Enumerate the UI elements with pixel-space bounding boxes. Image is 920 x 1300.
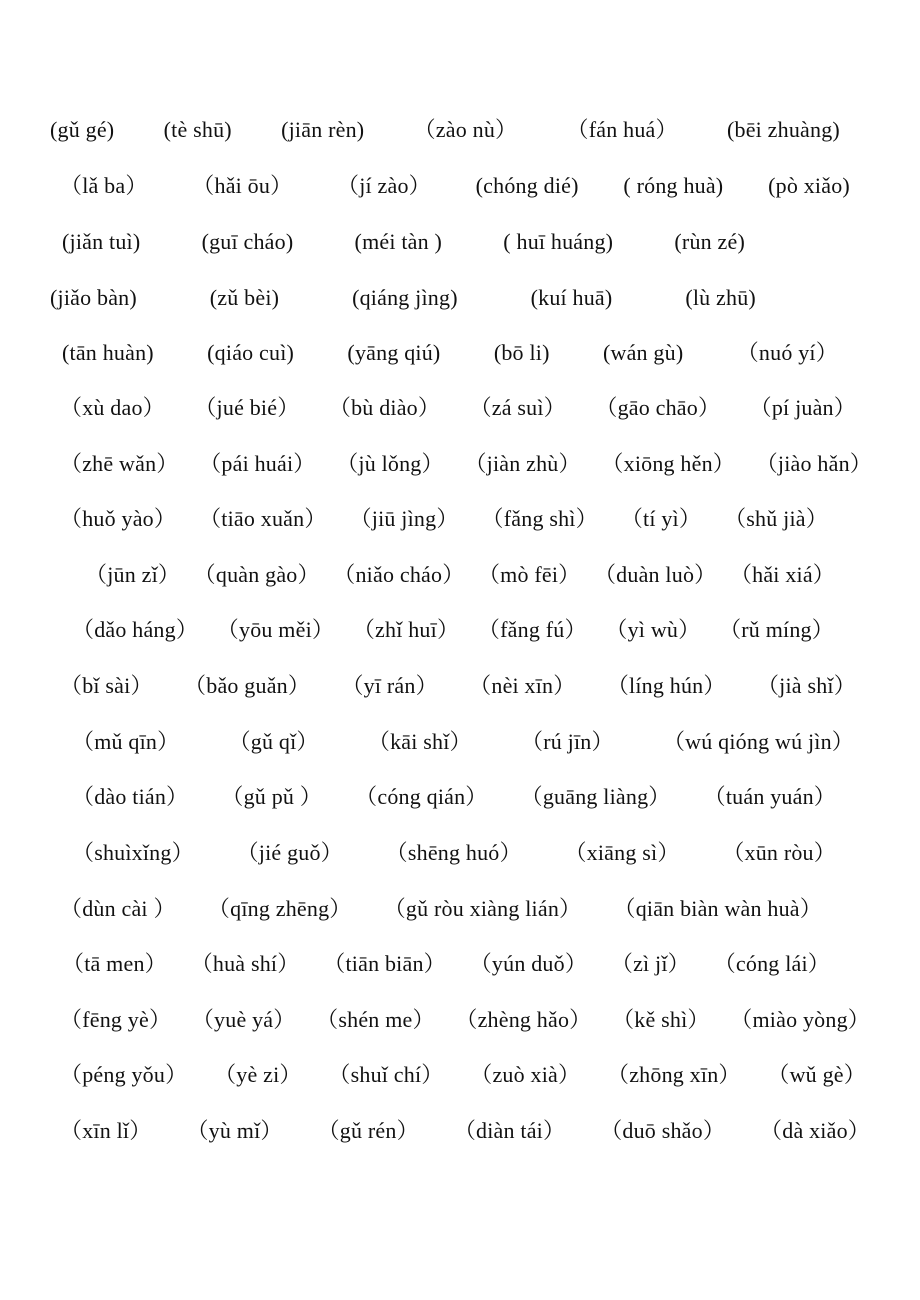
pinyin-word: （niǎo cháo） <box>333 562 465 587</box>
pinyin-word: （bǐ sài） <box>60 673 153 698</box>
pinyin-line-12 <box>72 727 854 757</box>
pinyin-word: （dào tián） <box>72 784 189 809</box>
pinyin-word: （bù diào） <box>328 395 441 420</box>
pinyin-word: （hǎi xiá） <box>729 562 835 587</box>
pinyin-line-18 <box>60 1060 866 1090</box>
pinyin-word: （jué bié） <box>194 395 300 420</box>
pinyin-line-3 <box>62 227 745 257</box>
pinyin-word: （jiū jìng） <box>349 506 459 531</box>
pinyin-word: （cóng qián） <box>355 784 488 809</box>
pinyin-word: (méi tàn ) <box>354 229 443 254</box>
pinyin-word: （rǔ míng） <box>719 617 834 642</box>
pinyin-word: （jié guǒ） <box>236 840 343 865</box>
pinyin-word: (zǔ bèi) <box>209 285 280 310</box>
pinyin-word: （zhèng hǎo） <box>455 1007 592 1032</box>
pinyin-word: (yāng qiú) <box>347 340 441 365</box>
pinyin-word: （yì wù） <box>605 617 701 642</box>
pinyin-word: (wán gù) <box>602 340 684 365</box>
pinyin-word: (bō li) <box>493 340 550 365</box>
pinyin-word: （qiān biàn wàn huà） <box>613 896 822 921</box>
pinyin-line-8 <box>60 504 828 534</box>
pinyin-word: （yù mǐ） <box>186 1118 283 1143</box>
pinyin-word: （gǔ qǐ） <box>228 729 319 754</box>
pinyin-word: （xīn lǐ） <box>60 1118 152 1143</box>
pinyin-word: （gǔ ròu xiàng lián） <box>383 896 582 921</box>
pinyin-line-6 <box>60 393 856 423</box>
pinyin-word: （tā men） <box>62 951 167 976</box>
pinyin-word: (tè shū) <box>163 117 232 142</box>
pinyin-word: （jí zào） <box>337 173 431 198</box>
pinyin-word: （duàn luò） <box>593 562 717 587</box>
pinyin-line-15 <box>60 894 822 924</box>
pinyin-word: （zhōng xīn） <box>607 1062 741 1087</box>
pinyin-word: （huà shí） <box>190 951 300 976</box>
pinyin-word: (kuí huā) <box>530 285 613 310</box>
pinyin-word: （xù dao） <box>60 395 165 420</box>
pinyin-word: （hǎi ōu） <box>192 173 293 198</box>
pinyin-word: ( róng huà) <box>623 173 724 198</box>
pinyin-line-13 <box>72 782 836 812</box>
pinyin-word: （fán huá） <box>566 117 678 142</box>
pinyin-word: （zuò xià） <box>470 1062 581 1087</box>
pinyin-word: (tān huàn) <box>62 340 154 365</box>
pinyin-line-1 <box>50 115 840 145</box>
pinyin-word: （yī rán） <box>341 673 438 698</box>
pinyin-word: (bēi zhuàng) <box>726 117 840 142</box>
pinyin-word: (chóng dié) <box>475 173 579 198</box>
pinyin-word: （yuè yá） <box>191 1007 296 1032</box>
pinyin-word: （zhǐ huī） <box>352 617 460 642</box>
pinyin-word: （fǎng fú） <box>477 617 587 642</box>
pinyin-line-5 <box>62 338 838 368</box>
pinyin-word: （jūn zǐ） <box>85 562 181 587</box>
pinyin-word: （gǔ pǔ ） <box>221 784 323 809</box>
pinyin-line-11 <box>60 671 856 701</box>
pinyin-word: (rùn zé) <box>674 229 745 254</box>
pinyin-line-17 <box>60 1005 870 1035</box>
pinyin-word: （fǎng shì） <box>481 506 598 531</box>
pinyin-line-10 <box>72 615 834 645</box>
pinyin-word: （shēng huó） <box>385 840 522 865</box>
pinyin-word: （fēng yè） <box>60 1007 172 1032</box>
pinyin-word: （jiào hǎn） <box>755 451 872 476</box>
pinyin-word: （quàn gào） <box>193 562 320 587</box>
pinyin-word: （rú jīn） <box>521 729 614 754</box>
pinyin-word: （mò fēi） <box>477 562 581 587</box>
pinyin-word: （guāng liàng） <box>520 784 671 809</box>
pinyin-word: （zào nù） <box>413 117 518 142</box>
pinyin-word: （zhē wǎn） <box>60 451 179 476</box>
pinyin-word: (lù zhū) <box>685 285 756 310</box>
pinyin-word: （bǎo guǎn） <box>184 673 311 698</box>
pinyin-word: （yún duǒ） <box>469 951 588 976</box>
pinyin-word: （zá suì） <box>469 395 566 420</box>
pinyin-word: （pái huái） <box>199 451 316 476</box>
pinyin-line-2 <box>60 171 850 201</box>
pinyin-word: （yè zi） <box>214 1062 302 1087</box>
pinyin-word: (qiáo cuì) <box>207 340 295 365</box>
pinyin-word: （jù lǒng） <box>336 451 444 476</box>
pinyin-word: (pò xiǎo) <box>768 173 850 198</box>
pinyin-word: (jiǎn tuì) <box>62 229 141 254</box>
pinyin-word: （shén me） <box>316 1007 435 1032</box>
pinyin-word: （diàn tái） <box>453 1118 566 1143</box>
pinyin-word: （cóng lái） <box>713 951 830 976</box>
pinyin-word: （kě shì） <box>612 1007 710 1032</box>
pinyin-word: （jiàn zhù） <box>464 451 581 476</box>
pinyin-word: （mǔ qīn） <box>72 729 180 754</box>
pinyin-word: （shuìxǐng） <box>72 840 194 865</box>
pinyin-word: （dǎo háng） <box>72 617 199 642</box>
pinyin-word: （zì jǐ） <box>610 951 690 976</box>
pinyin-word: （xūn ròu） <box>722 840 836 865</box>
pinyin-word: （xiōng hěn） <box>601 451 735 476</box>
pinyin-word: （duō shǎo） <box>600 1118 726 1143</box>
pinyin-line-16 <box>62 949 830 979</box>
pinyin-word: （wú qióng wú jìn） <box>662 729 854 754</box>
pinyin-word: （tiān biān） <box>323 951 446 976</box>
pinyin-word: （tuán yuán） <box>703 784 836 809</box>
pinyin-word: （miào yòng） <box>730 1007 870 1032</box>
pinyin-word: (jiān rèn) <box>281 117 365 142</box>
pinyin-word: （gāo chāo） <box>595 395 721 420</box>
pinyin-word: (gǔ gé) <box>50 117 115 142</box>
pinyin-word: （dùn cài ） <box>60 896 176 921</box>
pinyin-word: （péng yǒu） <box>60 1062 188 1087</box>
pinyin-line-4 <box>50 283 756 313</box>
pinyin-word: （tiāo xuǎn） <box>199 506 327 531</box>
pinyin-word: （jià shǐ） <box>756 673 856 698</box>
pinyin-line-7 <box>60 449 872 479</box>
pinyin-word: （nèi xīn） <box>469 673 576 698</box>
pinyin-word: (guī cháo) <box>201 229 294 254</box>
pinyin-word: （wǔ gè） <box>767 1062 866 1087</box>
pinyin-word: （xiāng sì） <box>564 840 680 865</box>
pinyin-word: （kāi shǐ） <box>367 729 472 754</box>
pinyin-word: （pí juàn） <box>749 395 856 420</box>
pinyin-word: （shǔ jià） <box>724 506 828 531</box>
pinyin-word: （gǔ rén） <box>317 1118 419 1143</box>
pinyin-line-14 <box>72 838 836 868</box>
pinyin-line-9 <box>85 560 835 590</box>
pinyin-word: （tí yì） <box>620 506 702 531</box>
pinyin-word: （yōu měi） <box>216 617 335 642</box>
pinyin-word: （huǒ yào） <box>60 506 177 531</box>
pinyin-word: （qīng zhēng） <box>207 896 352 921</box>
pinyin-word: ( huī huáng) <box>503 229 614 254</box>
pinyin-word: （dà xiǎo） <box>760 1118 870 1143</box>
pinyin-word: （líng hún） <box>606 673 726 698</box>
pinyin-word: (jiǎo bàn) <box>50 285 137 310</box>
pinyin-word: （shuǐ chí） <box>328 1062 444 1087</box>
pinyin-word: （lǎ ba） <box>60 173 148 198</box>
pinyin-word: （nuó yí） <box>736 340 838 365</box>
pinyin-word: (qiáng jìng) <box>352 285 458 310</box>
pinyin-line-19 <box>60 1116 870 1146</box>
